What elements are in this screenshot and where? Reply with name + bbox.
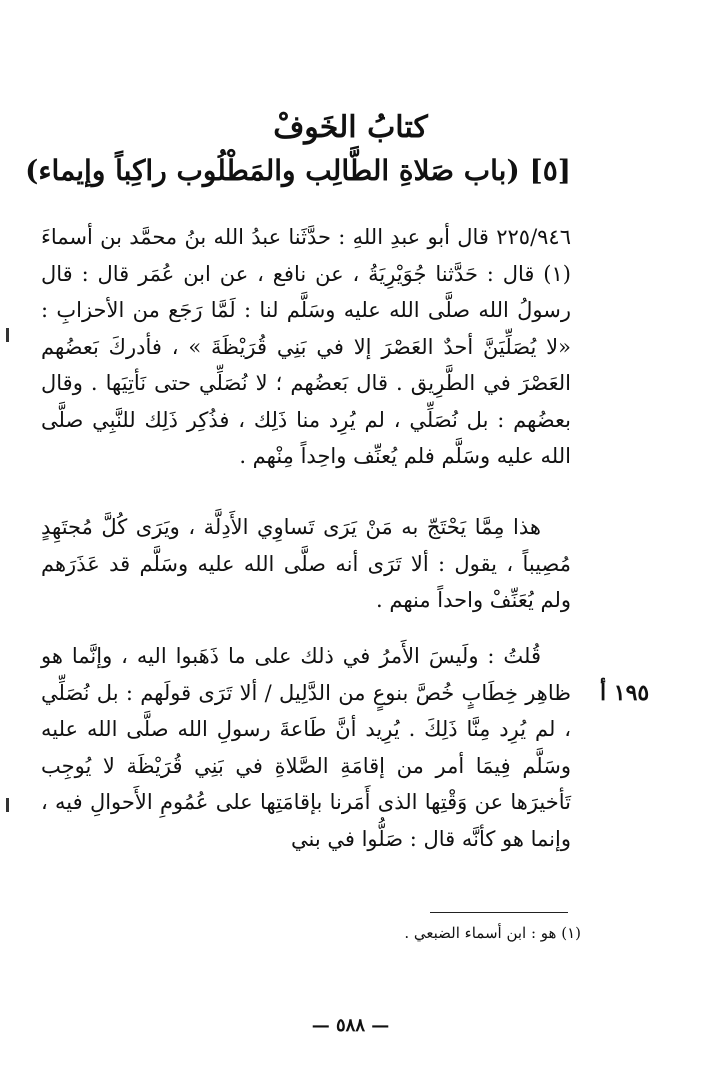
chapter-heading: [٥] (باب صَلاةِ الطَّالِب والمَطْلُوب راكِباً وإيماء) — [25, 154, 571, 187]
footnote: (١) هو : ابن أسماء الضبعي . — [404, 924, 581, 942]
hadith-paragraph: ٢٢٥/٩٤٦ قال أبو عبدِ اللهِ : حدَّثَنا عبدُ الله بنُ محمَّد بن أسماءَ (١) قال : حَدَّثنا جُوَيْرِيَةُ ، عن نافع ، عن ابن عُمَر قال : قال رسولُ الله صلَّى الله عليه وسَلَّم لنا : لَمَّا رَجَع من الأحزابِ : «لا يُصَلِّيَنَّ أحدٌ العَصْرَ إلا في بَنِي قُرَيْظَةَ » ، فأدركَ بَعضُهم العَصْرَ في الطَّرِيق . قال بَعضُهم ؛ لا نُصَلِّي حتى نَأتِيَها . وقال بعضُهم : بل نُصَلِّي ، لم يُرِد منا ذَلِك ، فذُكِر ذَلِك للنَّبِي صلَّى الله عليه وسَلَّم فلم يُعنِّف واحِداً مِنْهم . — [41, 225, 571, 468]
scan-artifact-mark — [6, 328, 9, 342]
book-title: كتابُ الخَوفْ — [273, 110, 428, 145]
scan-artifact-mark — [6, 798, 9, 812]
margin-folio-marker: ١٩٥ أ — [600, 680, 650, 706]
footnote-divider — [430, 912, 568, 913]
commentary-paragraph: هذا مِمَّا يَحْتَجّ به مَنْ يَرَى تَساوِي الأَدِلَّة ، ويَرَى كُلَّ مُجتَهِدٍ مُصِيباً ، يقول : ألا تَرَى أنه صلَّى الله عليه وسَلَّم قد عَذَرَهم ولم يُعَنِّفْ واحداً منهم . — [41, 515, 571, 612]
rebuttal-paragraph: قُلتُ : ولَيسَ الأَمرُ في ذلك على ما ذَهَبوا اليه ، وإنَّما هو ظاهِر خِطَابٍ خُصَّ بنوعٍ من الدَّلِيل / ألا تَرَى قولَهم : بل نُصَلِّي ، لم يُرِد مِنَّا ذَلِكَ . يُرِيد أنَّ طَاعةَ رسولِ الله صلَّى الله عليه وسَلَّم فِيمَا أمر من إقامَةِ الصَّلاةِ في بَنِي قُرَيْظَة لا يُوجِب تَأخيرَها عن وَقْتِها الذى أَمَرنا بإقامَتِها على عُمُومِ الأَحوالِ فيه ، وإنما هو كأنَّه قال : صَلُّوا في بني — [41, 644, 571, 851]
page-number: — ٥٨٨ — — [311, 1015, 390, 1036]
